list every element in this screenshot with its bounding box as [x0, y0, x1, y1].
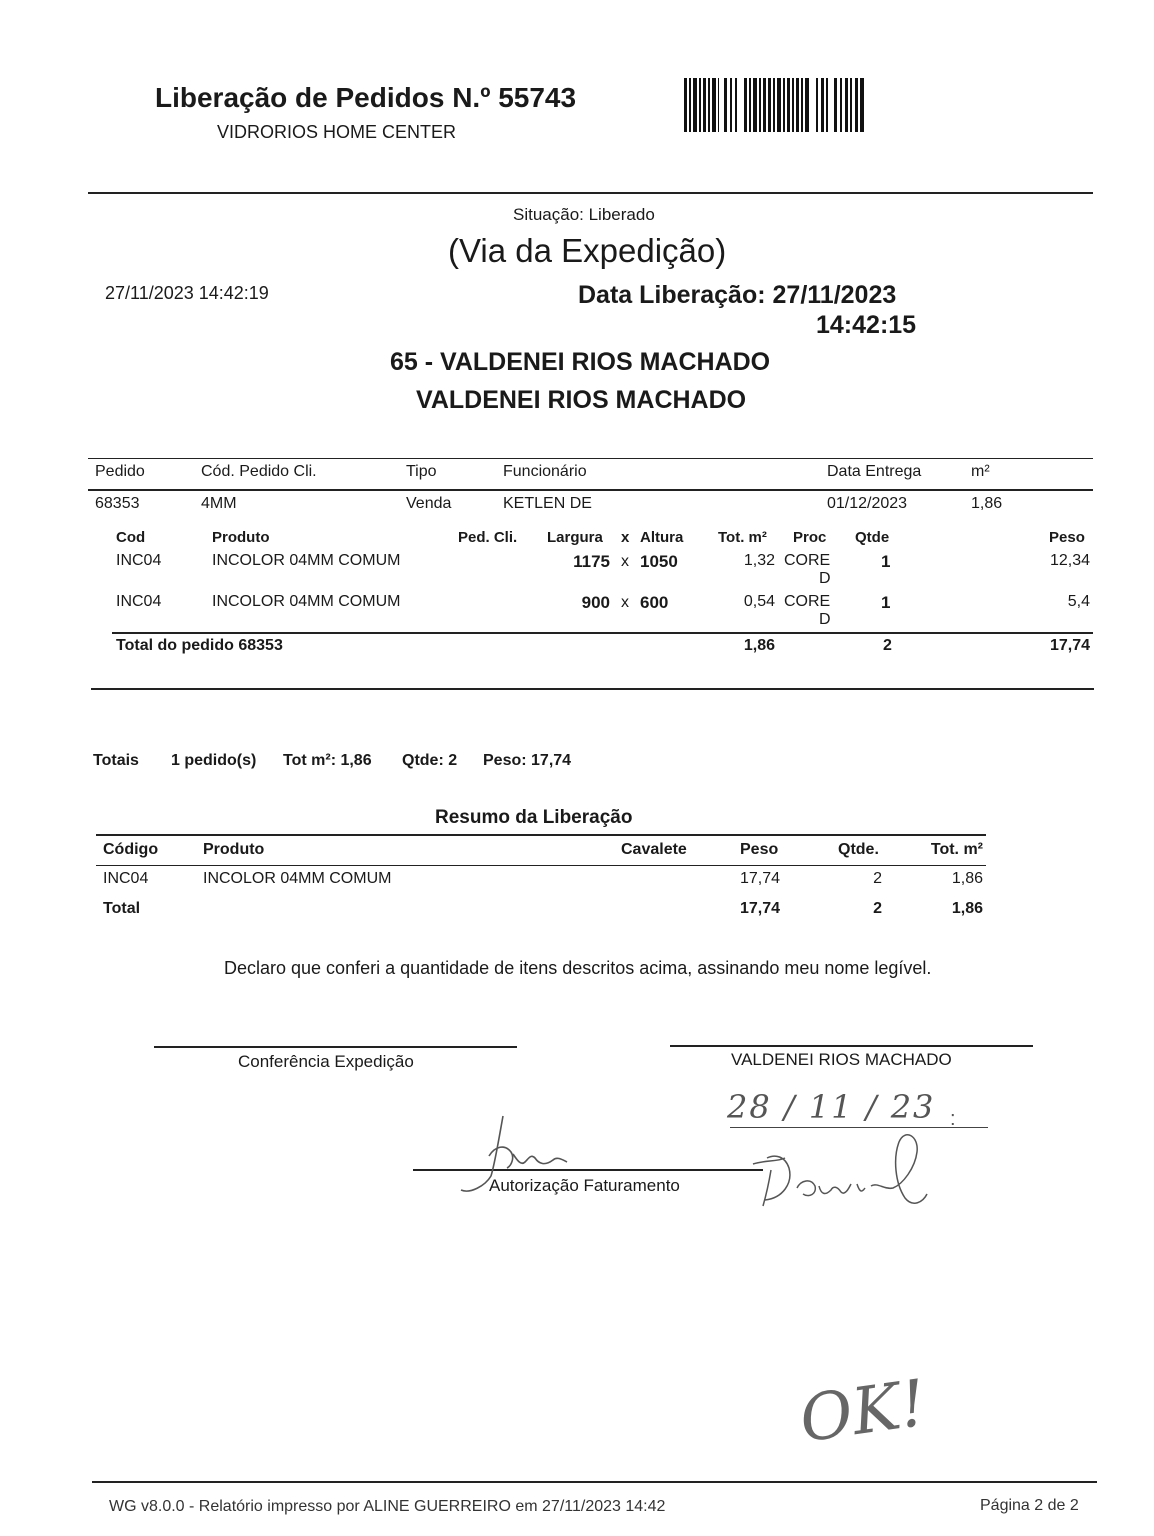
- order-funcionario: KETLEN DE: [503, 495, 592, 512]
- order-total-label: Total do pedido 68353: [116, 637, 283, 654]
- item-cod: INC04: [116, 593, 162, 610]
- order-pedido: 68353: [95, 495, 140, 512]
- client-name: VALDENEI RIOS MACHADO: [416, 386, 747, 414]
- item-largura: 900: [581, 593, 610, 612]
- summary-codigo: INC04: [103, 870, 149, 887]
- item-tot-m2: 1,32: [743, 552, 775, 569]
- summary-total-label: Total: [103, 900, 141, 917]
- handwritten-ok: OK!: [795, 1366, 931, 1458]
- item-produto: INCOLOR 04MM COMUM: [212, 552, 401, 569]
- item-header-tot-m2: Tot. m²: [718, 529, 767, 546]
- client-code-name: 65 - VALDENEI RIOS MACHADO: [390, 348, 771, 376]
- item-header-largura: Largura: [547, 529, 603, 546]
- order-total-peso: 17,74: [1049, 637, 1090, 654]
- col-header-cod-pedido-cli: Cód. Pedido Cli.: [201, 463, 317, 480]
- order-m2: 1,86: [971, 495, 1003, 512]
- order-cod-pedido-cli: 4MM: [201, 495, 237, 512]
- summary-header-rule: [96, 865, 986, 866]
- col-header-m2: m²: [971, 463, 990, 480]
- handwritten-date: 28 / 11 / 23: [727, 1088, 936, 1126]
- order-total-rule: [112, 632, 1093, 634]
- barcode-image: [684, 78, 864, 132]
- report-title: Liberação de Pedidos N.º 55743: [155, 82, 577, 113]
- signature-line-client: [670, 1045, 1033, 1047]
- item-proc-line1: CORE: [784, 552, 831, 569]
- item-x: x: [621, 594, 629, 611]
- handwritten-colon: :: [950, 1108, 956, 1130]
- summary-header-cavalete: Cavalete: [621, 841, 687, 858]
- item-proc-line1: CORE: [784, 593, 831, 610]
- release-date: Data Liberação: 27/11/2023: [578, 281, 897, 309]
- item-altura: 600: [640, 593, 669, 612]
- release-time: 14:42:15: [816, 311, 917, 339]
- order-tipo: Venda: [406, 495, 452, 512]
- authorization-signature: [455, 1108, 585, 1198]
- signature-label-client: VALDENEI RIOS MACHADO: [731, 1050, 952, 1069]
- footer-divider: [92, 1481, 1097, 1483]
- signature-label-authorization: Autorização Faturamento: [489, 1176, 680, 1195]
- item-x: x: [621, 553, 629, 570]
- totals-tot-m2: Tot m²: 1,86: [283, 752, 372, 769]
- print-timestamp: 27/11/2023 14:42:19: [105, 283, 269, 303]
- footer-printed-by: WG v8.0.0 - Relatório impresso por ALINE GUERREIRO em 27/11/2023 14:42: [109, 1498, 666, 1515]
- item-cod: INC04: [116, 552, 162, 569]
- item-qtde: 1: [881, 552, 891, 571]
- summary-header-produto: Produto: [203, 841, 265, 858]
- summary-tot-m2: 1,86: [951, 870, 983, 887]
- item-altura: 1050: [640, 552, 678, 571]
- totals-peso: Peso: 17,74: [483, 752, 572, 769]
- item-proc-line2: D: [819, 611, 831, 628]
- order-table-top-rule: [88, 458, 1093, 459]
- copy-label: (Via da Expedição): [448, 232, 727, 269]
- order-table-bottom-rule: [91, 688, 1094, 690]
- col-header-pedido: Pedido: [95, 463, 145, 480]
- totals-pedidos: 1 pedido(s): [171, 752, 257, 769]
- item-header-proc: Proc: [793, 529, 827, 546]
- header-divider: [88, 192, 1093, 194]
- item-largura: 1175: [573, 552, 610, 571]
- summary-total-tot-m2: 1,86: [951, 900, 983, 917]
- signature-label-conference: Conferência Expedição: [238, 1052, 414, 1071]
- summary-qtde: 2: [873, 870, 882, 887]
- order-total-qtde: 2: [883, 637, 892, 654]
- declaration-text: Declaro que conferi a quantidade de itens descritos acima, assinando meu nome legível.: [224, 958, 932, 978]
- summary-total-peso: 17,74: [739, 900, 780, 917]
- summary-title: Resumo da Liberação: [435, 807, 633, 828]
- item-header-ped-cli: Ped. Cli.: [458, 529, 518, 546]
- col-header-data-entrega: Data Entrega: [827, 463, 922, 480]
- summary-peso: 17,74: [739, 870, 780, 887]
- item-header-qtde: Qtde: [855, 529, 890, 546]
- item-peso: 5,4: [1067, 593, 1090, 610]
- summary-header-peso: Peso: [740, 841, 779, 858]
- summary-total-qtde: 2: [873, 900, 882, 917]
- item-header-cod: Cod: [116, 529, 146, 546]
- summary-produto: INCOLOR 04MM COMUM: [203, 870, 392, 887]
- item-peso: 12,34: [1049, 552, 1090, 569]
- summary-header-codigo: Código: [103, 841, 159, 858]
- footer-page-number: Página 2 de 2: [980, 1497, 1079, 1514]
- col-header-funcionario: Funcionário: [503, 463, 587, 480]
- item-qtde: 1: [881, 593, 891, 612]
- totals-label: Totais: [93, 752, 139, 769]
- item-tot-m2: 0,54: [743, 593, 775, 610]
- item-header-produto: Produto: [212, 529, 270, 546]
- company-name: VIDRORIOS HOME CENTER: [217, 122, 457, 142]
- order-header-rule: [88, 489, 1093, 491]
- summary-header-qtde: Qtde.: [838, 841, 879, 858]
- col-header-tipo: Tipo: [406, 463, 437, 480]
- order-total-m2: 1,86: [743, 637, 775, 654]
- client-signature: [745, 1128, 940, 1218]
- item-proc-line2: D: [819, 570, 831, 587]
- item-header-peso: Peso: [1049, 529, 1085, 546]
- order-data-entrega: 01/12/2023: [827, 495, 908, 512]
- signature-line-conference: [154, 1046, 517, 1048]
- summary-header-tot-m2: Tot. m²: [930, 841, 983, 858]
- summary-top-rule: [96, 834, 986, 836]
- totals-qtde: Qtde: 2: [402, 752, 458, 769]
- status-label: Situação: Liberado: [513, 205, 655, 224]
- item-header-altura: Altura: [640, 529, 684, 546]
- item-header-x: x: [621, 529, 630, 546]
- item-produto: INCOLOR 04MM COMUM: [212, 593, 401, 610]
